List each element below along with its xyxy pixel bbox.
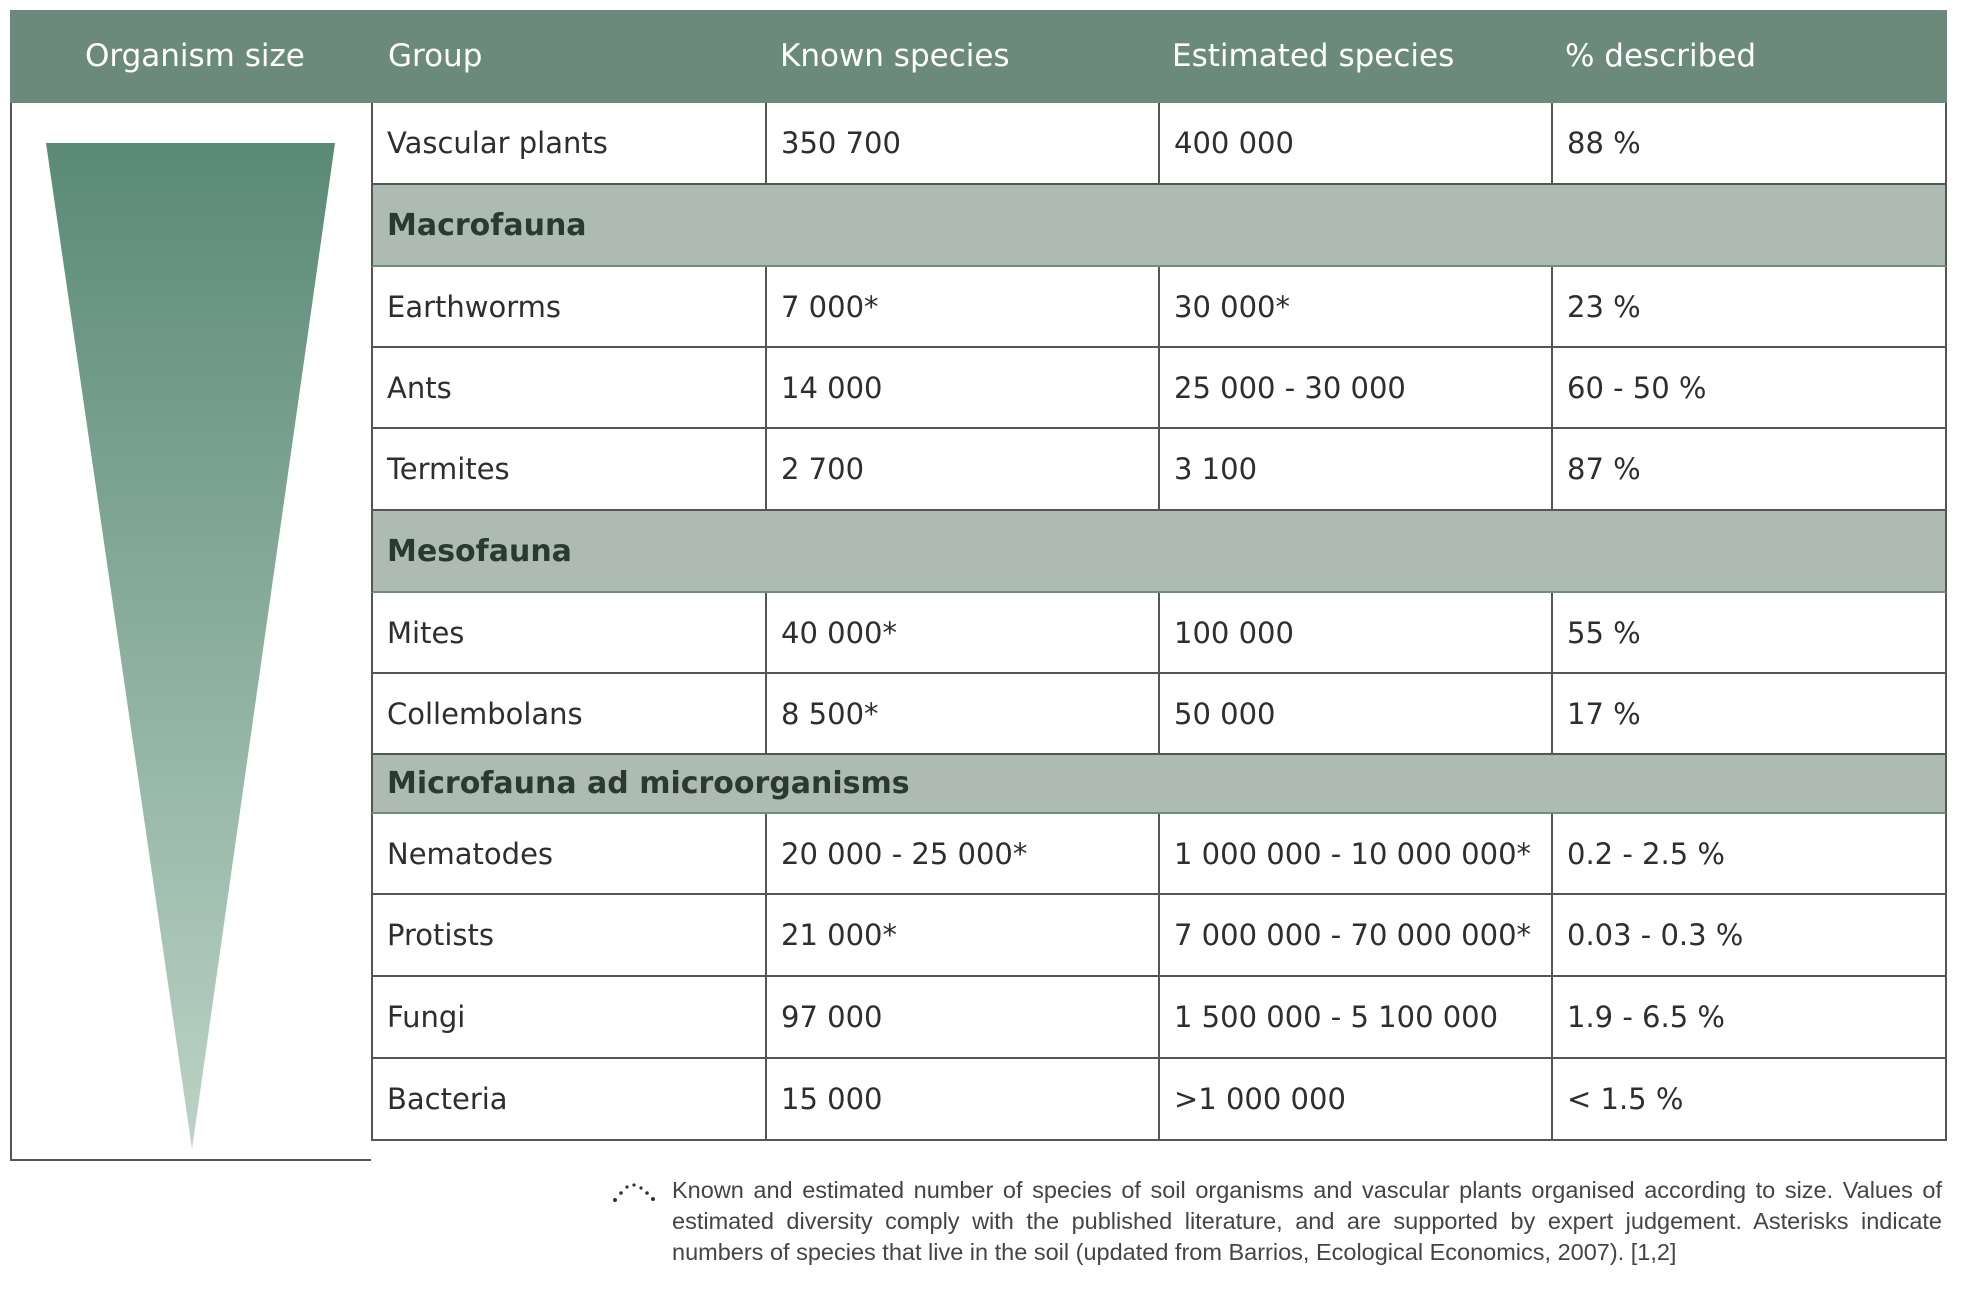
header-known-species: Known species (780, 38, 1010, 74)
percent-described-cell: 0.2 - 2.5 % (1551, 814, 1947, 893)
dotted-arc-icon (612, 1178, 656, 1204)
group-cell: Bacteria (387, 1082, 508, 1116)
table-row (371, 814, 1947, 895)
known-species-cell: 8 500* (765, 674, 1158, 753)
known-species-cell: 21 000* (765, 895, 1158, 975)
organism-size-column (10, 103, 371, 1161)
group-cell: Protists (387, 918, 495, 952)
estimated-species-cell: 1 000 000 - 10 000 000* (1158, 814, 1551, 893)
header-group: Group (388, 38, 483, 74)
group-cell: Termites (387, 452, 510, 486)
table-row (371, 103, 1947, 185)
percent-described-cell: < 1.5 % (1551, 1059, 1947, 1139)
table-caption: Known and estimated number of species of soil organisms and vascular plants organised according to size. Values of estimated diversity comply with the published literature, and are supported by expert judgement. Asterisks indicate numbers of species that live in the soil (updated from Barrios, Ecological Economics, 2007). [1,2] (672, 1177, 1942, 1265)
group-header-label: Mesofauna (387, 533, 572, 569)
group-cell: Collembolans (387, 696, 583, 731)
table-row (371, 674, 1947, 755)
percent-described-cell: 1.9 - 6.5 % (1551, 977, 1947, 1057)
estimated-species-cell: >1 000 000 (1158, 1059, 1551, 1139)
known-species-cell: 15 000 (765, 1059, 1158, 1139)
percent-described-cell: 0.03 - 0.3 % (1551, 895, 1947, 975)
group-cell: Nematodes (387, 836, 554, 871)
triangle-gradient-icon (12, 103, 371, 1159)
estimated-species-cell: 100 000 (1158, 593, 1551, 672)
group-header-row (371, 755, 1947, 814)
known-species-cell: 350 700 (765, 103, 1158, 183)
group-cell: Fungi (387, 1000, 466, 1034)
known-species-cell: 2 700 (765, 429, 1158, 509)
group-cell: Vascular plants (387, 126, 608, 160)
known-species-cell: 7 000* (765, 267, 1158, 346)
header-percent-described: % described (1565, 38, 1757, 74)
known-species-cell: 97 000 (765, 977, 1158, 1057)
known-species-cell: 20 000 - 25 000* (765, 814, 1158, 893)
percent-described-cell: 55 % (1551, 593, 1947, 672)
table-row (371, 348, 1947, 429)
estimated-species-cell: 50 000 (1158, 674, 1551, 753)
percent-described-cell: 60 - 50 % (1551, 348, 1947, 427)
group-cell: Ants (387, 370, 452, 405)
table-row (371, 429, 1947, 511)
table-header (10, 10, 1947, 103)
group-header-row (371, 511, 1947, 593)
percent-described-cell: 17 % (1551, 674, 1947, 753)
estimated-species-cell: 1 500 000 - 5 100 000 (1158, 977, 1551, 1057)
table-row (371, 267, 1947, 348)
estimated-species-cell: 25 000 - 30 000 (1158, 348, 1551, 427)
group-header-label: Microfauna ad microorganisms (387, 766, 910, 801)
group-header-row (371, 185, 1947, 267)
table-row (371, 1059, 1947, 1141)
group-header-label: Macrofauna (387, 207, 587, 243)
table-row (371, 593, 1947, 674)
known-species-cell: 40 000* (765, 593, 1158, 672)
header-organism-size: Organism size (85, 38, 305, 74)
known-species-cell: 14 000 (765, 348, 1158, 427)
estimated-species-cell: 400 000 (1158, 103, 1551, 183)
percent-described-cell: 88 % (1551, 103, 1947, 183)
percent-described-cell: 87 % (1551, 429, 1947, 509)
table-row (371, 977, 1947, 1059)
estimated-species-cell: 7 000 000 - 70 000 000* (1158, 895, 1551, 975)
group-cell: Earthworms (387, 289, 561, 324)
estimated-species-cell: 30 000* (1158, 267, 1551, 346)
percent-described-cell: 23 % (1551, 267, 1947, 346)
estimated-species-cell: 3 100 (1158, 429, 1551, 509)
table-row (371, 895, 1947, 977)
header-estimated-species: Estimated species (1172, 38, 1455, 74)
group-cell: Mites (387, 615, 465, 650)
